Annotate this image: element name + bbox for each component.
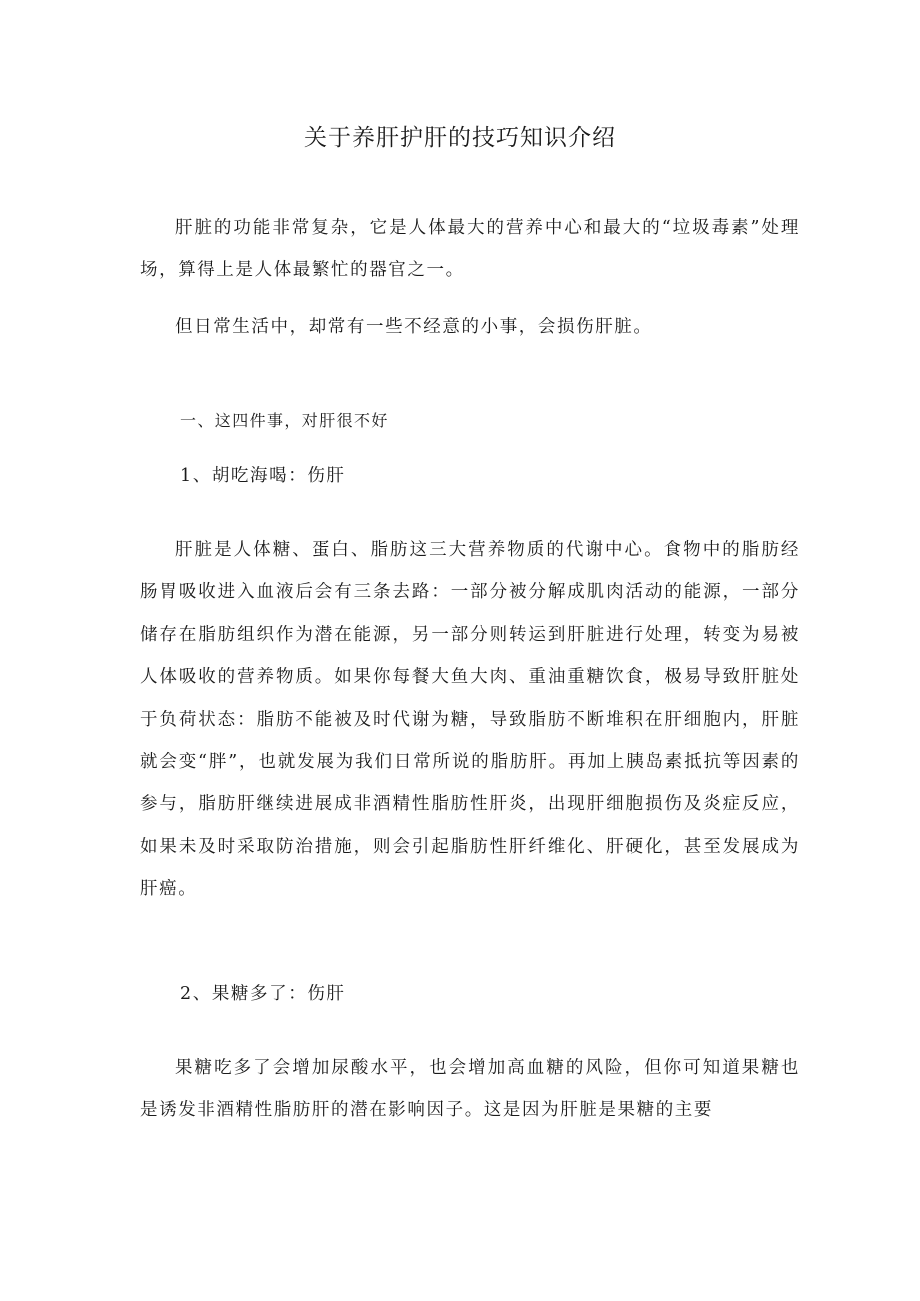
- body-paragraph-item-1: 肝脏是人体糖、蛋白、脂肪这三大营养物质的代谢中心。食物中的脂肪经肠胃吸收进入血液后会有三条去路：一部分被分解成肌肉活动的能源，一部分储存在脂肪组织作为潜在能源，另一部分则转运到肝脏进行处理，转变为易被人体吸收的营养物质。如果你每餐大鱼大肉、重油重糖饮食，极易导致肝脏处于负荷状态：脂肪不能被及时代谢为糖，导致脂肪不断堆积在肝细胞内，肝脏就会变“胖”，也就发展为我们日常所说的脂肪肝。再加上胰岛素抵抗等因素的参与，脂肪肝继续进展成非酒精性脂肪性肝炎，出现肝细胞损伤及炎症反应，如果未及时采取防治措施，则会引起脂肪性肝纤维化、肝硬化，甚至发展成为肝癌。: [140, 540, 800, 900]
- subheading-item-1: 1、胡吃海喝：伤肝: [180, 466, 346, 486]
- intro-paragraph-1: 肝脏的功能非常复杂，它是人体最大的营养中心和最大的“垃圾毒素”处理场，算得上是人体最繁忙的器官之一。: [140, 218, 800, 281]
- body-paragraph-item-2: 果糖吃多了会增加尿酸水平，也会增加高血糖的风险，但你可知道果糖也是诱发非酒精性脂肪肝的潜在影响因子。这是因为肝脏是果糖的主要: [140, 1058, 800, 1121]
- section-heading-1: 一、这四件事，对肝很不好: [180, 411, 389, 430]
- document-title: 关于养肝护肝的技巧知识介绍: [304, 125, 616, 151]
- intro-paragraph-2: 但日常生活中，却常有一些不经意的小事，会损伤肝脏。: [175, 317, 653, 337]
- subheading-item-2: 2、果糖多了：伤肝: [180, 984, 346, 1004]
